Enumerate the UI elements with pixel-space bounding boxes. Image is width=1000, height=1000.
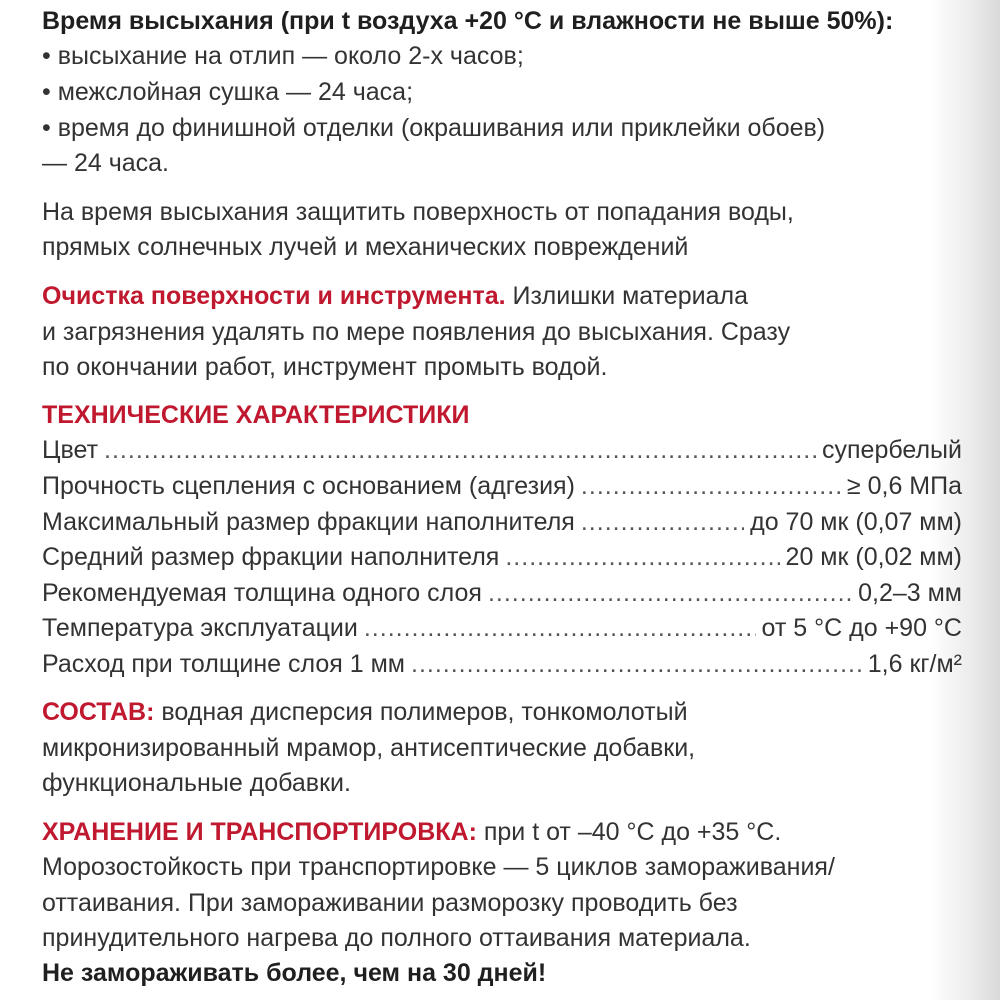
spec-value: до 70 мк (0,07 мм) [750, 508, 962, 536]
drying-item: • высыхание на отлип — около 2-х часов; [42, 42, 524, 70]
cleaning-line: и загрязнения удалять по мере появления до высыхания. Сразу [42, 318, 791, 346]
storage-line: принудительного нагрева до полного оттаивания материала. [42, 924, 751, 952]
storage-heading: ХРАНЕНИЕ И ТРАНСПОРТИРОВКА: [42, 818, 477, 846]
dot-leader [411, 649, 862, 679]
dot-leader [104, 435, 816, 465]
composition-text: водная дисперсия полимеров, тонкомолотый [154, 698, 688, 726]
spec-label: Температура эксплуатации [42, 614, 358, 642]
spec-label: Прочность сцепления с основанием (адгезия) [42, 472, 575, 500]
storage-line: оттаивания. При замораживании разморозку проводить без [42, 889, 738, 917]
storage-warning: Не замораживать более, чем на 30 дней! [42, 959, 547, 987]
drying-note-line: На время высыхания защитить поверхность от попадания воды, [42, 198, 794, 226]
spec-label: Рекомендуемая толщина одного слоя [42, 579, 482, 607]
dot-leader [488, 578, 852, 608]
dot-leader [581, 471, 841, 501]
dot-leader [581, 507, 744, 537]
spec-value: супербелый [822, 436, 962, 464]
spec-value: 1,6 кг/м² [867, 650, 962, 678]
spec-value: от 5 °С до +90 °С [761, 614, 962, 642]
drying-item: — 24 часа. [42, 149, 169, 177]
storage-line: Морозостойкость при транспортировке — 5 циклов замораживания/ [42, 853, 835, 881]
spec-label: Максимальный размер фракции наполнителя [42, 508, 575, 536]
dot-leader [505, 542, 779, 572]
spec-label: Расход при толщине слоя 1 мм [42, 650, 405, 678]
spec-row [42, 578, 962, 608]
composition-line: функциональные добавки. [42, 769, 351, 797]
cleaning-heading: Очистка поверхности и инструмента. [42, 282, 506, 310]
drying-item: • межслойная сушка — 24 часа; [42, 78, 414, 106]
cleaning-line: по окончании работ, инструмент промыть водой. [42, 353, 608, 381]
spec-row [42, 435, 962, 465]
drying-title: Время высыхания (при t воздуха +20 °С и влажности не выше 50%): [42, 7, 894, 35]
spec-label: Цвет [42, 436, 99, 464]
drying-item: • время до финишной отделки (окрашивания или приклейки обоев) [42, 114, 826, 142]
spec-label: Средний размер фракции наполнителя [42, 543, 500, 571]
spec-row [42, 507, 962, 537]
storage-paragraph-first-line [42, 817, 781, 847]
spec-row [42, 471, 962, 501]
drying-note-line: прямых солнечных лучей и механических повреждений [42, 233, 689, 261]
spec-value: ≥ 0,6 МПа [846, 472, 962, 500]
composition-line: микронизированный мрамор, антисептические добавки, [42, 734, 696, 762]
storage-text: при t от –40 °С до +35 °С. [476, 818, 782, 846]
specs-heading: ТЕХНИЧЕСКИЕ ХАРАКТЕРИСТИКИ [42, 401, 470, 429]
cleaning-paragraph-first-line [42, 281, 748, 311]
spec-row [42, 542, 962, 572]
spec-value: 0,2–3 мм [858, 579, 962, 607]
composition-paragraph-first-line [42, 697, 688, 727]
spec-row [42, 613, 962, 643]
spec-value: 20 мк (0,02 мм) [785, 543, 962, 571]
spec-row [42, 649, 962, 679]
composition-heading: СОСТАВ: [42, 698, 155, 726]
cleaning-text: Излишки материала [505, 282, 748, 310]
dot-leader [364, 613, 756, 643]
